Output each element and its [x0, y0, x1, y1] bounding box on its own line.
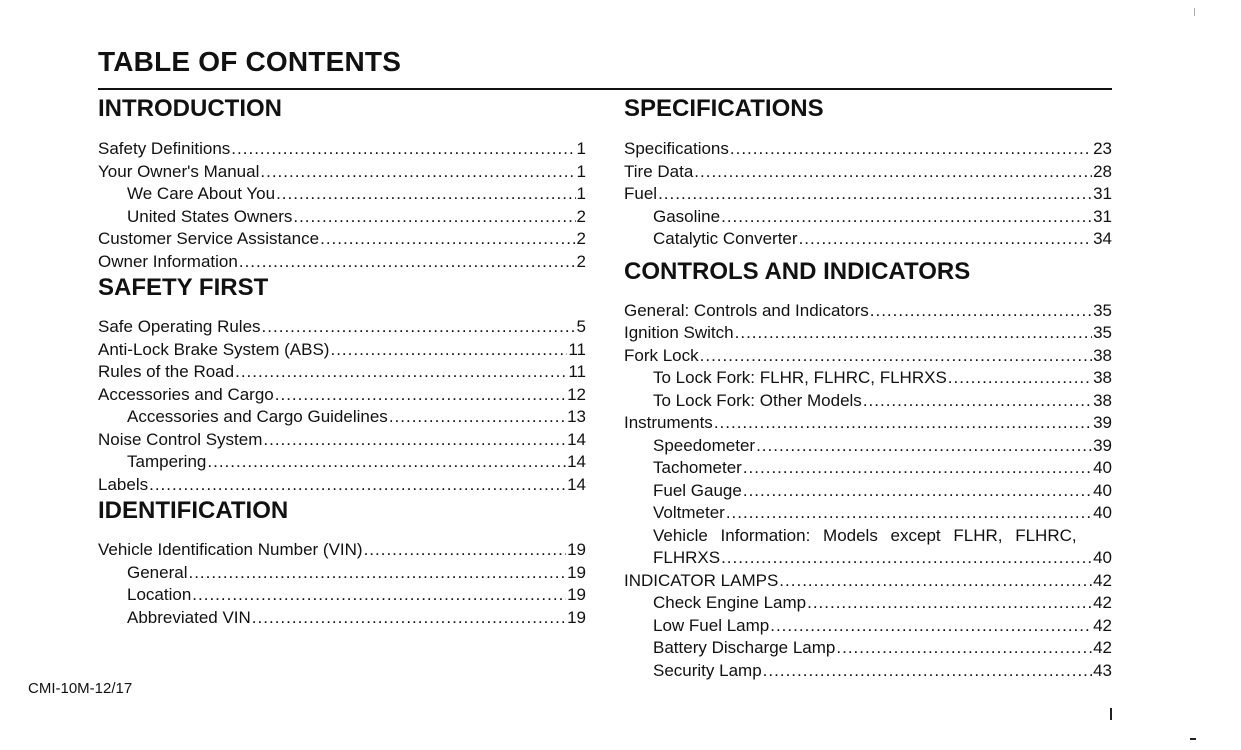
toc-entry-page: 14	[567, 452, 586, 471]
toc-entry-page: 38	[1093, 368, 1112, 387]
toc-entry-label: Anti-Lock Brake System (ABS)	[98, 339, 330, 359]
leader-dots	[364, 539, 567, 562]
toc-entry-page: 28	[1093, 161, 1112, 181]
toc-entry-label: Abbreviated VIN	[127, 607, 251, 627]
toc-subentry[interactable]	[624, 390, 1112, 413]
toc-entry[interactable]	[98, 228, 586, 251]
toc-subentry[interactable]	[98, 562, 586, 585]
toc-entry-page: 5	[576, 317, 586, 336]
toc-entry-page: 35	[1093, 300, 1112, 320]
leader-dots	[252, 607, 566, 630]
leader-dots	[730, 138, 1092, 161]
toc-entry-page: 19	[567, 540, 586, 559]
toc-entry-label: We Care About You	[127, 184, 276, 203]
section-heading-introduction: INTRODUCTION	[98, 95, 282, 122]
toc-entry-page: 11	[568, 362, 586, 381]
toc-entry-label: Labels	[98, 474, 149, 494]
leader-dots	[721, 547, 1092, 570]
toc-entry-page: 39	[1093, 435, 1112, 455]
toc-entry-page: 19	[567, 585, 586, 604]
toc-entry[interactable]	[624, 345, 1112, 368]
toc-entry[interactable]	[624, 570, 1112, 593]
toc-entry-label: To Lock Fork: FLHR, FLHRC, FLHRXS	[653, 368, 947, 387]
toc-entry-label: Accessories and Cargo	[98, 384, 274, 404]
toc-entry-page: 19	[567, 607, 586, 627]
toc-entry[interactable]	[98, 161, 586, 184]
toc-entry-label: Noise Control System	[98, 429, 263, 449]
toc-entry-label: Accessories and Cargo Guidelines	[127, 407, 388, 426]
toc-entry[interactable]	[98, 384, 586, 407]
toc-entry-label: Tampering	[127, 452, 207, 471]
toc-entry-label: Fuel	[624, 184, 658, 203]
leader-dots	[807, 592, 1092, 615]
leader-dots	[763, 660, 1092, 683]
toc-entry[interactable]	[624, 161, 1112, 184]
leader-dots	[779, 570, 1092, 593]
toc-subentry[interactable]	[98, 406, 586, 429]
toc-entry-label: Your Owner's Manual	[98, 161, 260, 181]
leader-dots	[149, 474, 566, 497]
toc-subentry[interactable]	[624, 637, 1112, 660]
toc-entry-label: INDICATOR LAMPS	[624, 570, 779, 590]
toc-entry[interactable]	[98, 251, 586, 274]
toc-entry-page: 2	[576, 229, 586, 248]
toc-entry-page: 34	[1093, 229, 1112, 248]
toc-entry-label: United States Owners	[127, 206, 293, 226]
toc-entry-page: 31	[1093, 206, 1112, 226]
toc-entry-label: Safe Operating Rules	[98, 317, 261, 336]
toc-entry[interactable]	[624, 300, 1112, 323]
leader-dots	[863, 390, 1092, 413]
toc-entry-page: 35	[1093, 323, 1112, 342]
toc-subentry[interactable]	[624, 502, 1112, 525]
toc-entry-page: 11	[568, 339, 586, 359]
leader-dots	[235, 361, 567, 384]
left-column	[98, 92, 586, 629]
leader-dots	[836, 637, 1092, 660]
leader-dots	[658, 183, 1092, 206]
leader-dots	[192, 584, 566, 607]
leader-dots	[262, 316, 576, 339]
leader-dots	[743, 480, 1092, 503]
toc-subentry[interactable]	[98, 584, 586, 607]
leader-dots	[799, 228, 1093, 251]
leader-dots	[714, 412, 1092, 435]
toc-entry-page: 40	[1093, 458, 1112, 477]
toc-entry-label: Security Lamp	[653, 660, 762, 680]
leader-dots	[389, 406, 566, 429]
toc-entry-page: 1	[576, 184, 586, 203]
leader-dots	[948, 367, 1092, 390]
toc-entry-label: Battery Discharge Lamp	[653, 638, 836, 657]
toc-entry-page: 40	[1093, 548, 1112, 567]
scan-mark	[1194, 8, 1195, 16]
toc-entry-page: 39	[1093, 413, 1112, 432]
toc-entry[interactable]	[98, 138, 586, 161]
toc-entry-label: Instruments	[624, 413, 713, 432]
toc-subentry[interactable]	[98, 451, 586, 474]
toc-subentry-line1[interactable]	[624, 525, 1112, 548]
toc-entry[interactable]	[98, 361, 586, 384]
toc-subentry[interactable]	[98, 607, 586, 630]
toc-entry-page: 42	[1093, 593, 1112, 612]
toc-entry[interactable]	[98, 316, 586, 339]
toc-entry-label: Location	[127, 585, 192, 604]
toc-subentry[interactable]	[624, 660, 1112, 683]
leader-dots	[320, 228, 575, 251]
toc-entry-label: Tire Data	[624, 161, 694, 181]
toc-entry-label: Safety Definitions	[98, 139, 231, 158]
leader-dots	[263, 429, 566, 452]
toc-entry-page: 12	[567, 384, 586, 404]
toc-entry-label: Fork Lock	[624, 345, 699, 365]
toc-entry-label: Rules of the Road	[98, 362, 235, 381]
toc-entry[interactable]	[98, 539, 586, 562]
right-column	[624, 92, 1112, 682]
toc-entry[interactable]	[98, 339, 586, 362]
toc-entry-label: Vehicle Identification Number (VIN)	[98, 540, 363, 559]
title-divider	[98, 88, 1112, 90]
toc-entry-page: 38	[1093, 390, 1112, 410]
leader-dots	[743, 457, 1092, 480]
page-title: TABLE OF CONTENTS	[98, 46, 402, 77]
toc-entry-label: Vehicle Information: Models except FLHR, FLHRC,	[653, 525, 1077, 545]
leader-dots	[188, 562, 566, 585]
toc-entry-page: 42	[1093, 570, 1112, 590]
toc-entry-page: 23	[1093, 139, 1112, 158]
toc-entry-label: Tachometer	[653, 458, 742, 477]
toc-entry-page: 13	[567, 407, 586, 426]
toc-entry-page: 2	[576, 206, 586, 226]
leader-dots	[330, 339, 567, 362]
toc-subentry[interactable]	[624, 228, 1112, 251]
toc-subentry[interactable]	[624, 206, 1112, 229]
section-heading-controls: CONTROLS AND INDICATORS	[624, 257, 971, 285]
toc-entry-page: 42	[1093, 638, 1112, 657]
scan-mark	[1190, 738, 1196, 740]
leader-dots	[260, 161, 575, 184]
document-code: CMI-10M-12/17	[28, 680, 133, 697]
toc-entry-label: Gasoline	[653, 206, 721, 226]
toc-entry-page: 38	[1093, 345, 1112, 365]
toc-entry-label: Customer Service Assistance	[98, 229, 320, 248]
toc-subentry[interactable]	[624, 480, 1112, 503]
toc-subentry[interactable]	[624, 457, 1112, 480]
leader-dots	[276, 183, 575, 206]
toc-entry-page: 14	[567, 474, 586, 494]
toc-entry-page: 40	[1093, 503, 1112, 522]
leader-dots	[293, 206, 575, 229]
toc-entry-label: Low Fuel Lamp	[653, 615, 770, 635]
toc-entry-label: General: Controls and Indicators	[624, 300, 869, 320]
toc-entry[interactable]	[624, 322, 1112, 345]
toc-subentry[interactable]	[98, 183, 586, 206]
toc-entry[interactable]	[624, 412, 1112, 435]
leader-dots	[239, 251, 576, 274]
toc-entry-page: 31	[1093, 184, 1112, 203]
toc-entry-label: Catalytic Converter	[653, 229, 798, 248]
toc-subentry[interactable]	[98, 206, 586, 229]
toc-subentry[interactable]	[624, 615, 1112, 638]
scan-mark	[1110, 708, 1112, 720]
leader-dots	[735, 322, 1092, 345]
toc-entry-label: General	[127, 562, 188, 582]
toc-entry-label: Fuel Gauge	[653, 480, 742, 500]
leader-dots	[275, 384, 566, 407]
leader-dots	[770, 615, 1092, 638]
toc-entry[interactable]	[98, 474, 586, 497]
leader-dots	[726, 502, 1092, 525]
toc-entry-page: 42	[1093, 615, 1112, 635]
toc-entry-page: 43	[1093, 660, 1112, 680]
toc-subentry[interactable]	[624, 367, 1112, 390]
section-heading-safety-first: SAFETY FIRST	[98, 274, 269, 301]
toc-entry-label: Check Engine Lamp	[653, 593, 807, 612]
toc-entry-page: 2	[576, 251, 586, 271]
toc-entry-page: 14	[567, 429, 586, 449]
toc-entry[interactable]	[624, 138, 1112, 161]
toc-entry-label: Ignition Switch	[624, 323, 734, 342]
section-heading-identification: IDENTIFICATION	[98, 497, 289, 524]
toc-entry[interactable]	[624, 183, 1112, 206]
toc-entry-label: Owner Information	[98, 251, 238, 271]
toc-entry-label: Speedometer	[653, 435, 756, 455]
toc-subentry[interactable]	[624, 547, 1112, 570]
toc-entry-label: FLHRXS	[653, 548, 721, 567]
toc-entry-label: Specifications	[624, 139, 729, 158]
leader-dots	[231, 138, 575, 161]
toc-entry[interactable]	[98, 429, 586, 452]
toc-entry-page: 1	[576, 161, 586, 181]
leader-dots	[870, 300, 1092, 323]
toc-entry-label: Voltmeter	[653, 503, 725, 522]
leader-dots	[700, 345, 1092, 368]
toc-subentry[interactable]	[624, 592, 1112, 615]
leader-dots	[721, 206, 1092, 229]
toc-entry-page: 1	[576, 139, 586, 158]
leader-dots	[694, 161, 1092, 184]
toc-entry-label: To Lock Fork: Other Models	[653, 390, 862, 410]
section-heading-specifications: SPECIFICATIONS	[624, 95, 824, 122]
leader-dots	[756, 435, 1092, 458]
toc-subentry[interactable]	[624, 435, 1112, 458]
toc-entry-page: 40	[1093, 480, 1112, 500]
leader-dots	[207, 451, 566, 474]
toc-entry-page: 19	[567, 562, 586, 582]
